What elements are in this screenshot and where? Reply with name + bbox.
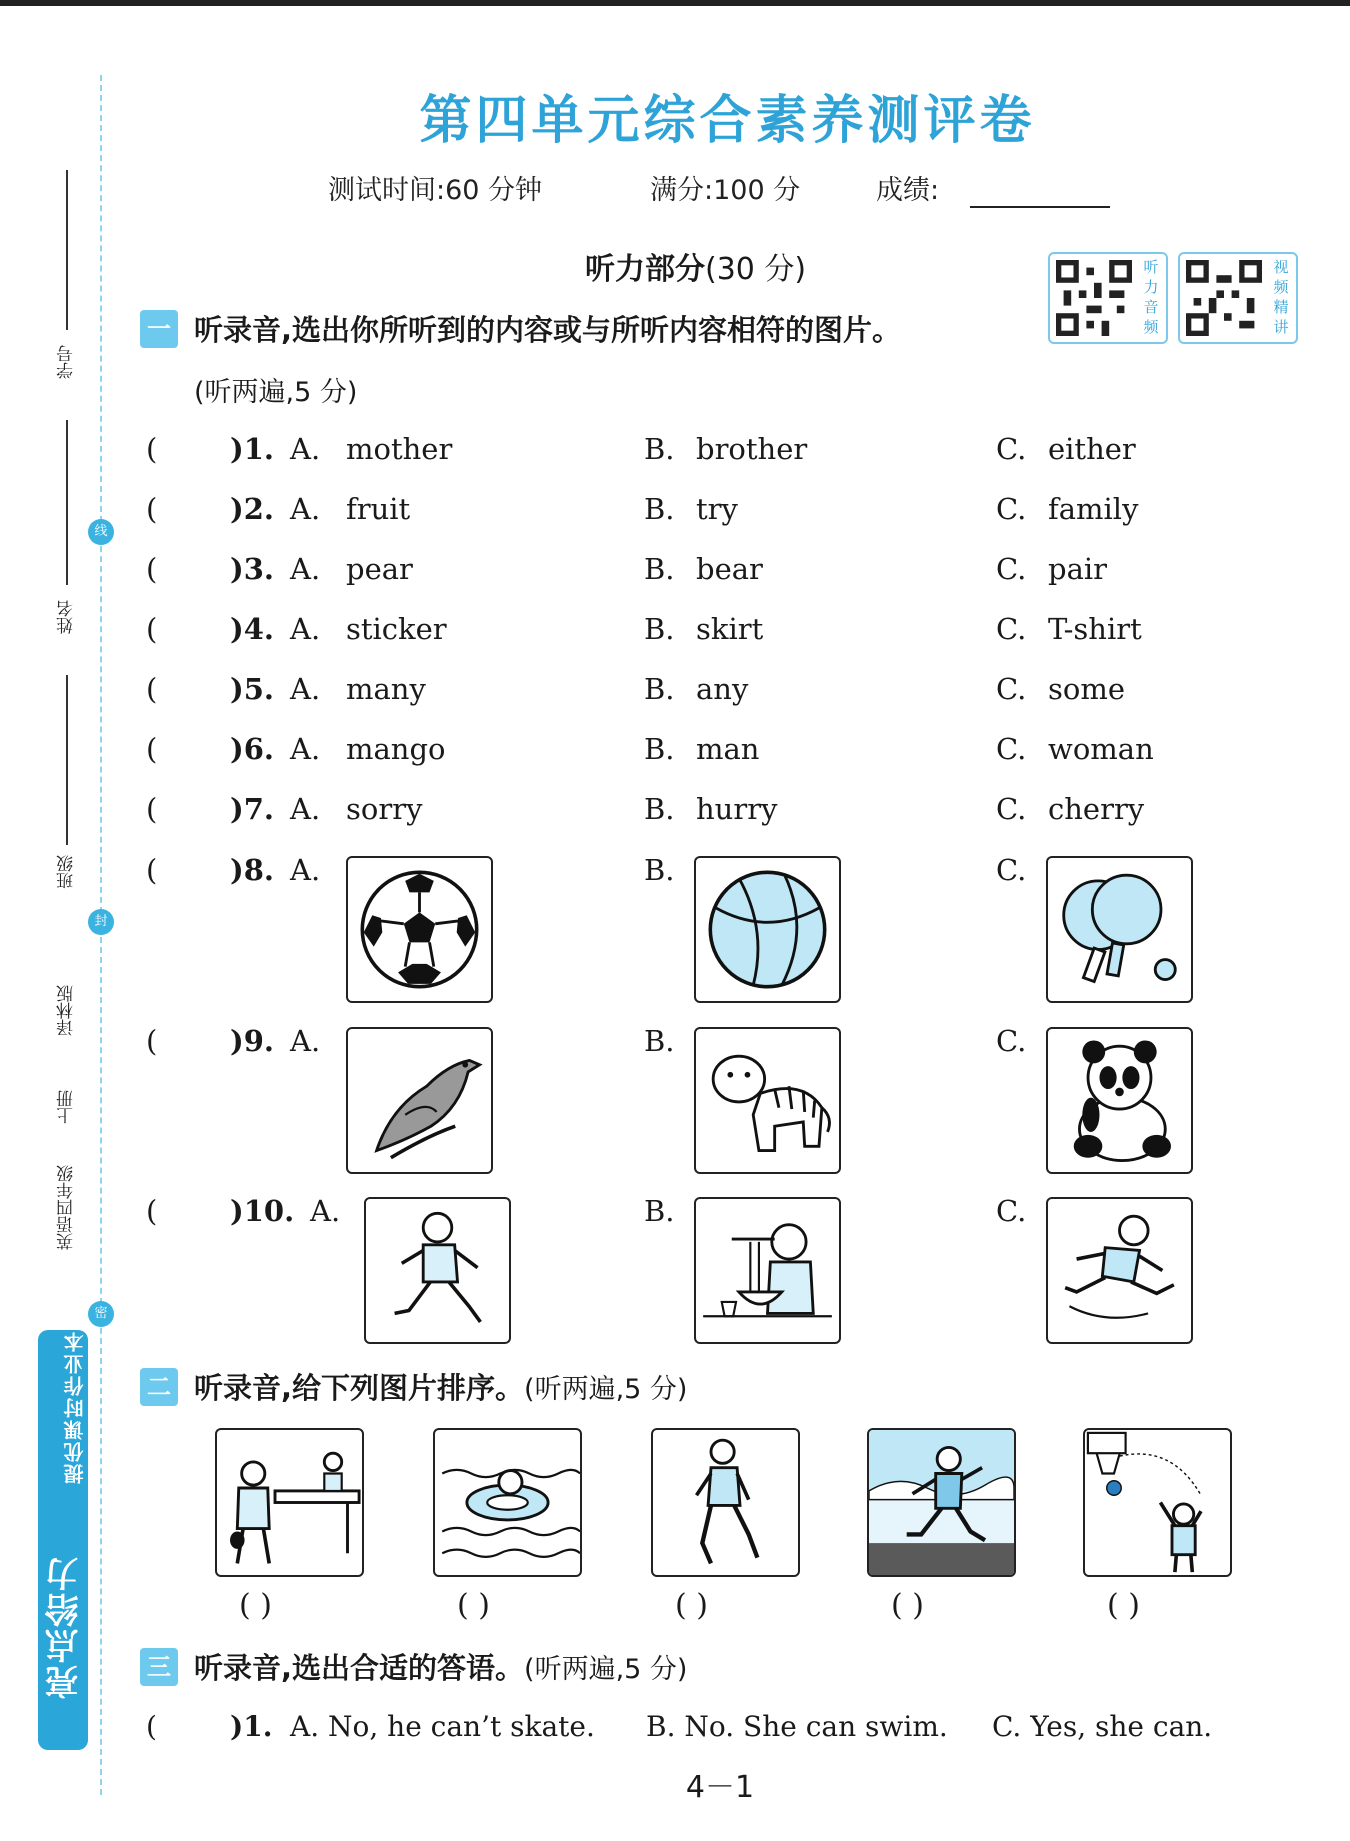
skating-girl-icon	[653, 1430, 798, 1575]
question-number: )10.	[230, 1194, 295, 1228]
question-row-6	[146, 732, 1286, 772]
answer-paren[interactable]: (	[146, 612, 158, 646]
section-1-heading: 听录音,选出你所听到的内容或与所听内容相符的图片。	[194, 313, 902, 347]
option-a: A. No, he can’t skate.	[290, 1710, 595, 1743]
option-c-letter: C.	[996, 1024, 1027, 1058]
binding-circle-secret: 密	[88, 1301, 114, 1327]
section-3-badge: 三	[140, 1648, 178, 1686]
order-answer-blank-3[interactable]: ( )	[675, 1588, 708, 1623]
option-a-letter: A.	[290, 552, 321, 586]
full-score: 满分:100 分	[650, 175, 801, 206]
section-3-question-1	[146, 1710, 1286, 1750]
question-number: )4.	[230, 612, 274, 646]
option-a-letter: A.	[290, 732, 321, 766]
page-title: 第四单元综合素养测评卷	[419, 91, 1036, 151]
option-a-letter: A.	[290, 492, 321, 526]
answer-paren[interactable]: (	[146, 1710, 157, 1743]
football-icon	[348, 858, 491, 1001]
option-b: skirt	[696, 612, 764, 646]
jumping-boy-icon	[1048, 1199, 1191, 1342]
part-title	[585, 244, 806, 288]
option-b-letter: B.	[644, 1194, 675, 1228]
option-c: C. Yes, she can.	[992, 1710, 1213, 1743]
ping-pong-paddles-icon	[1048, 858, 1191, 1001]
option-b-letter: B.	[644, 432, 675, 466]
brand-logo-text: 亮点给力	[45, 1555, 85, 1699]
question-number: )2.	[230, 492, 274, 526]
answer-paren[interactable]: (	[146, 792, 158, 826]
playing-table-tennis-icon	[217, 1430, 362, 1575]
basketball-picture[interactable]	[694, 856, 841, 1003]
swimming-scene-picture[interactable]	[433, 1428, 582, 1577]
option-b: brother	[696, 432, 808, 466]
student-id-line	[66, 170, 68, 330]
question-row-1	[146, 432, 1286, 472]
running-scene-picture[interactable]	[867, 1428, 1016, 1577]
option-c: cherry	[1048, 792, 1145, 826]
option-c-letter: C.	[996, 552, 1027, 586]
panda-icon	[1048, 1029, 1191, 1172]
option-c: woman	[1048, 732, 1154, 766]
table-tennis-picture[interactable]	[1046, 856, 1193, 1003]
section-3-heading: 听录音,选出合适的答语。(听两遍,5 分)	[194, 1651, 688, 1685]
order-answer-blank-1[interactable]: ( )	[239, 1588, 272, 1623]
answer-paren[interactable]: (	[146, 1024, 158, 1058]
option-a-letter: A.	[290, 1024, 321, 1058]
skating-scene-picture[interactable]	[651, 1428, 800, 1577]
table-tennis-scene-picture[interactable]	[215, 1428, 364, 1577]
option-c: family	[1048, 492, 1139, 526]
qr-code-icon	[1056, 260, 1132, 336]
basketball-icon	[696, 858, 839, 1001]
video-lecture-qr[interactable]	[1178, 252, 1298, 344]
option-c-letter: C.	[996, 1194, 1027, 1228]
option-a-letter: A.	[290, 792, 321, 826]
running-boy-picture[interactable]	[364, 1197, 511, 1344]
jumping-boy-picture[interactable]	[1046, 1197, 1193, 1344]
answer-paren[interactable]: (	[146, 672, 158, 706]
question-row-4	[146, 612, 1286, 652]
bird-picture[interactable]	[346, 1027, 493, 1174]
option-b-letter: B.	[644, 732, 675, 766]
option-a: sorry	[346, 792, 423, 826]
option-b: hurry	[696, 792, 778, 826]
playing-basketball-icon	[1085, 1430, 1230, 1575]
option-a: sticker	[346, 612, 447, 646]
page-number: 4－1	[685, 1770, 755, 1805]
option-a: mother	[346, 432, 453, 466]
cooking-boy-icon	[696, 1199, 839, 1342]
option-a: fruit	[346, 492, 411, 526]
test-time: 测试时间:60 分钟	[328, 175, 543, 206]
answer-paren[interactable]: (	[146, 552, 158, 586]
football-picture[interactable]	[346, 856, 493, 1003]
option-c-letter: C.	[996, 792, 1027, 826]
order-answer-blank-5[interactable]: ( )	[1107, 1588, 1140, 1623]
binding-dash-line	[100, 75, 102, 1795]
question-number: )1.	[230, 432, 274, 466]
basketball-scene-picture[interactable]	[1083, 1428, 1232, 1577]
answer-paren[interactable]: (	[146, 492, 158, 526]
option-b-letter: B.	[644, 672, 675, 706]
option-b-letter: B.	[644, 552, 675, 586]
option-c: some	[1048, 672, 1126, 706]
section-2-heading: 听录音,给下列图片排序。(听两遍,5 分)	[194, 1371, 688, 1405]
top-edge	[0, 0, 1350, 6]
grade-label: 英语四年级	[57, 1165, 77, 1250]
option-a: mango	[346, 732, 446, 766]
option-c: either	[1048, 432, 1136, 466]
listening-audio-qr[interactable]	[1048, 252, 1168, 344]
answer-paren[interactable]: (	[146, 853, 158, 887]
answer-paren[interactable]: (	[146, 432, 158, 466]
section-1-note: (听两遍,5 分)	[194, 377, 358, 408]
option-b-letter: B.	[644, 612, 675, 646]
panda-picture[interactable]	[1046, 1027, 1193, 1174]
option-b: try	[696, 492, 738, 526]
running-race-icon	[869, 1430, 1014, 1575]
swimming-icon	[435, 1430, 580, 1575]
option-a: many	[346, 672, 426, 706]
student-id-label: 学号	[57, 345, 77, 379]
option-b-letter: B.	[644, 792, 675, 826]
option-b-letter: B.	[644, 1024, 675, 1058]
question-row-2	[146, 492, 1286, 532]
question-number: )6.	[230, 732, 274, 766]
question-number: )5.	[230, 672, 274, 706]
class-line	[66, 675, 68, 845]
option-b: B. No. She can swim.	[646, 1710, 948, 1743]
answer-paren[interactable]: (	[146, 1194, 158, 1228]
option-b-letter: B.	[644, 492, 675, 526]
question-number: )8.	[230, 853, 274, 887]
question-row-5	[146, 672, 1286, 712]
option-a-letter: A.	[290, 672, 321, 706]
qr-code-icon	[1186, 260, 1262, 336]
bird-icon	[348, 1029, 491, 1172]
option-a-letter: A.	[290, 612, 321, 646]
qr-caption-video: 视 频 精 讲	[1273, 258, 1289, 336]
part-name: 听力部分	[585, 252, 705, 287]
option-b: man	[696, 732, 760, 766]
section-1-badge: 一	[140, 310, 178, 348]
option-b: bear	[696, 552, 763, 586]
option-c-letter: C.	[996, 612, 1027, 646]
name-line	[66, 420, 68, 585]
volume-label: 上册	[57, 1090, 77, 1124]
question-number: )9.	[230, 1024, 274, 1058]
score-blank[interactable]	[970, 206, 1110, 208]
qr-caption-audio: 听 力 音 频	[1143, 258, 1159, 336]
edition-label: 译林版	[57, 985, 77, 1036]
question-number: )3.	[230, 552, 274, 586]
option-c-letter: C.	[996, 432, 1027, 466]
option-b-letter: B.	[644, 853, 675, 887]
option-c-letter: C.	[996, 853, 1027, 887]
score-label: 成绩:	[876, 175, 940, 206]
order-answer-blank-4[interactable]: ( )	[891, 1588, 924, 1623]
brand-subtitle: 提优课时作业本	[63, 1330, 87, 1484]
option-c-letter: C.	[996, 732, 1027, 766]
tiger-icon	[696, 1029, 839, 1172]
option-a-letter: A.	[290, 853, 321, 887]
question-number: )7.	[230, 792, 274, 826]
option-c: pair	[1048, 552, 1107, 586]
part-points: (30 分)	[705, 252, 807, 287]
option-c-letter: C.	[996, 492, 1027, 526]
question-number: )1.	[230, 1710, 273, 1743]
option-a: pear	[346, 552, 413, 586]
option-a-letter: A.	[310, 1194, 341, 1228]
answer-paren[interactable]: (	[146, 732, 158, 766]
question-row-7	[146, 792, 1286, 832]
option-b: any	[696, 672, 749, 706]
option-c: T-shirt	[1048, 612, 1142, 646]
question-row-3	[146, 552, 1286, 592]
running-boy-icon	[366, 1199, 509, 1342]
option-c-letter: C.	[996, 672, 1027, 706]
cooking-boy-picture[interactable]	[694, 1197, 841, 1344]
order-answer-blank-2[interactable]: ( )	[457, 1588, 490, 1623]
name-label: 姓名	[57, 600, 77, 634]
tiger-picture[interactable]	[694, 1027, 841, 1174]
binding-circle-line: 线	[88, 519, 114, 545]
class-label: 班级	[57, 855, 77, 889]
section-2-badge: 二	[140, 1368, 178, 1406]
binding-circle-seal: 封	[88, 909, 114, 935]
option-a-letter: A.	[290, 432, 321, 466]
